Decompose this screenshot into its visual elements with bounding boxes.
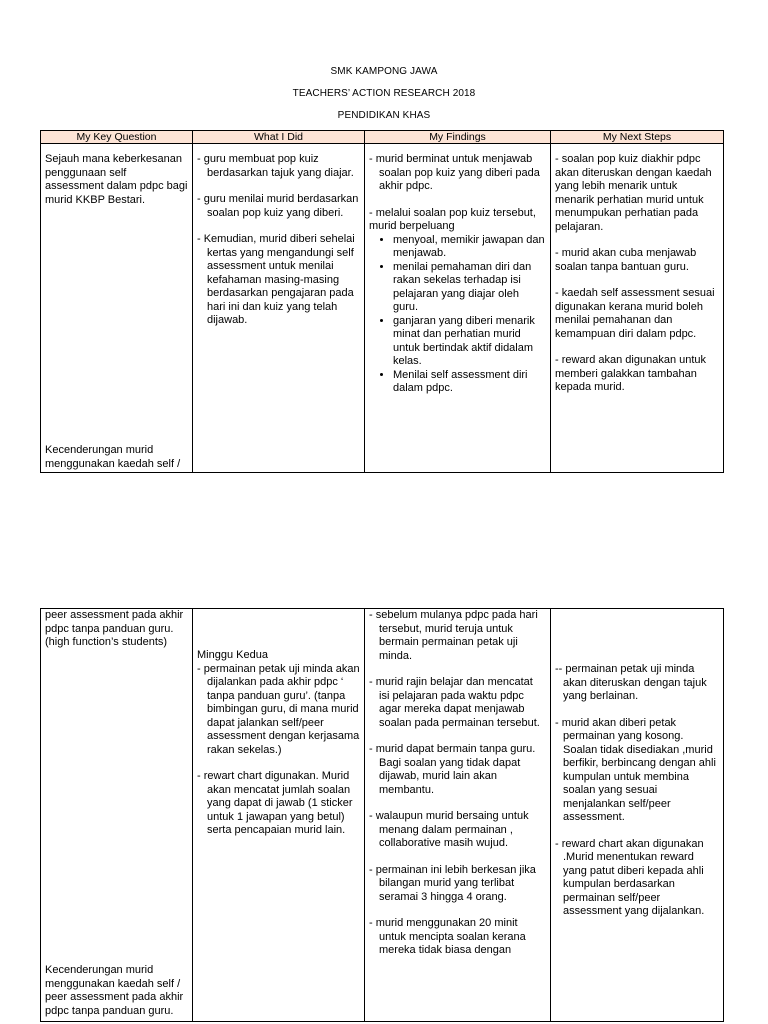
finding-item: - melalui soalan pop kuiz tersebut, murid berpeluang — [369, 206, 536, 232]
what-i-did-cell — [193, 144, 365, 473]
what-i-did-cell — [193, 609, 365, 1022]
subject-title: PENDIDIKAN KHAS — [337, 110, 431, 121]
list-item: • ganjaran yang diberi menarik minat dan perhatian murid untuk bertindak aktif didalam kelas. — [393, 315, 546, 369]
findings-cell — [365, 144, 551, 473]
col-header-key-question: My Key Question — [41, 131, 193, 144]
key-question-cell — [41, 144, 193, 473]
school-name: SMK KAMPONG JAWA — [330, 66, 438, 77]
action-item: - rewart chart digunakan. Murid akan mencatat jumlah soalan yang dapat di jawab (1 sticker untuk 1 jawapan yang betul) serta pencapaian murid lain. — [197, 770, 353, 836]
action-item: - permainan petak uji minda akan dijalankan pada akhir pdpc ‘ tanpa panduan guru’. (tanpa bimbingan guru, di mana murid dapat jalankan self/peer assessment dengan kerjasama rakan sekelas.) — [197, 662, 360, 756]
col-header-my-findings: My Findings — [365, 131, 551, 144]
key-question-cell — [41, 609, 193, 1022]
list-item: • menyoal, memikir jawapan dan menjawab. — [393, 234, 546, 261]
finding-item: - murid rajin belajar dan mencatat isi pelajaran pada waktu pdpc agar mereka dapat menjawab soalan pada permainan tersebut. — [369, 676, 540, 729]
table-header-row — [41, 131, 724, 144]
document-title: TEACHERS’ ACTION RESEARCH 2018 — [292, 88, 476, 99]
findings-cell — [365, 609, 551, 1022]
finding-item: - walaupun murid bersaing untuk menang dalam permainan , collaborative masih wujud. — [369, 810, 529, 849]
action-item: - guru membuat pop kuiz berdasarkan tajuk yang diajar. — [197, 153, 354, 179]
next-step-item: -- permainan petak uji minda akan diteruskan dengan tajuk yang berlainan. — [555, 663, 707, 702]
key-question-text: Sejauh mana keberkesanan penggunaan self assessment dalam pdpc bagi murid KKBP Bestari. — [45, 153, 188, 206]
findings-bullet-list — [369, 234, 546, 396]
next-step-item: - murid akan cuba menjawab soalan tanpa bantuan guru. — [555, 247, 697, 273]
action-item: - guru menilai murid berdasarkan soalan pop kuiz yang diberi. — [197, 193, 359, 219]
finding-item: - murid dapat bermain tanpa guru. Bagi soalan yang tidak dapat dijawab, murid lain akan membantu. — [369, 743, 536, 796]
finding-item: - murid berminat untuk menjawab soalan pop kuiz yang diberi pada akhir pdpc. — [369, 153, 540, 192]
key-question-repeat: Kecenderungan murid menggunakan kaedah self / peer assessment pada akhir pdpc tanpa panduan guru. — [45, 964, 184, 1017]
research-table-page-1 — [40, 130, 724, 473]
col-header-what-i-did: What I Did — [193, 131, 365, 144]
key-question-continuation: Kecenderungan murid menggunakan kaedah self / — [45, 444, 181, 470]
next-steps-cell — [551, 609, 724, 1022]
key-question-text: peer assessment pada akhir pdpc tanpa panduan guru. (high function’s students) — [45, 609, 184, 648]
table-row — [41, 609, 724, 1022]
finding-item: - sebelum mulanya pdpc pada hari tersebut, murid teruja untuk bermain permainan petak uji minda. — [369, 609, 538, 662]
list-item: • Menilai self assessment diri dalam pdpc. — [393, 369, 546, 396]
list-item: • menilai pemahaman diri dan rakan sekelas terhadap isi pelajaran yang diajar oleh guru. — [393, 261, 546, 315]
finding-item: - murid menggunakan 20 minit untuk mencipta soalan kerana mereka tidak biasa dengan — [369, 917, 526, 956]
finding-item: - permainan ini lebih berkesan jika bilangan murid yang terlibat seramai 3 hingga 4 orang. — [369, 863, 536, 903]
table-row — [41, 144, 724, 473]
next-step-item: - reward akan digunakan untuk memberi galakkan tambahan kepada murid. — [555, 354, 707, 393]
next-step-item: - soalan pop kuiz diakhir pdpc akan diteruskan dengan kaedah yang lebih menarik untuk menarik perhatian murid untuk menumpukan perhatian pada pelajaran. — [555, 153, 712, 233]
next-step-item: - murid akan diberi petak permainan yang kosong. Soalan tidak disediakan ,murid berfikir, berbincang dengan ahli kumpulan untuk membina soalan yang sesuai menjalankan self/peer assessment. — [555, 716, 716, 823]
week-label: Minggu Kedua — [197, 649, 268, 661]
next-steps-cell — [551, 144, 724, 473]
col-header-next-steps: My Next Steps — [551, 131, 724, 144]
next-step-item: - reward chart akan digunakan .Murid menentukan reward yang patut diberi kepada ahli kumpulan berdasarkan permainan self/peer assessment yang dijalankan. — [555, 837, 705, 917]
action-item: - Kemudian, murid diberi sehelai kertas yang mengandungi self assessment untuk menilai kefahaman masing-masing berdasarkan pengajaran pada hari ini dan kuiz yang telah dijawab. — [197, 233, 355, 326]
next-step-item: - kaedah self assessment sesuai digunakan kerana murid boleh menilai pemahanan dan kemampuan diri dalam pdpc. — [555, 287, 715, 340]
research-table-page-2 — [40, 608, 724, 1022]
